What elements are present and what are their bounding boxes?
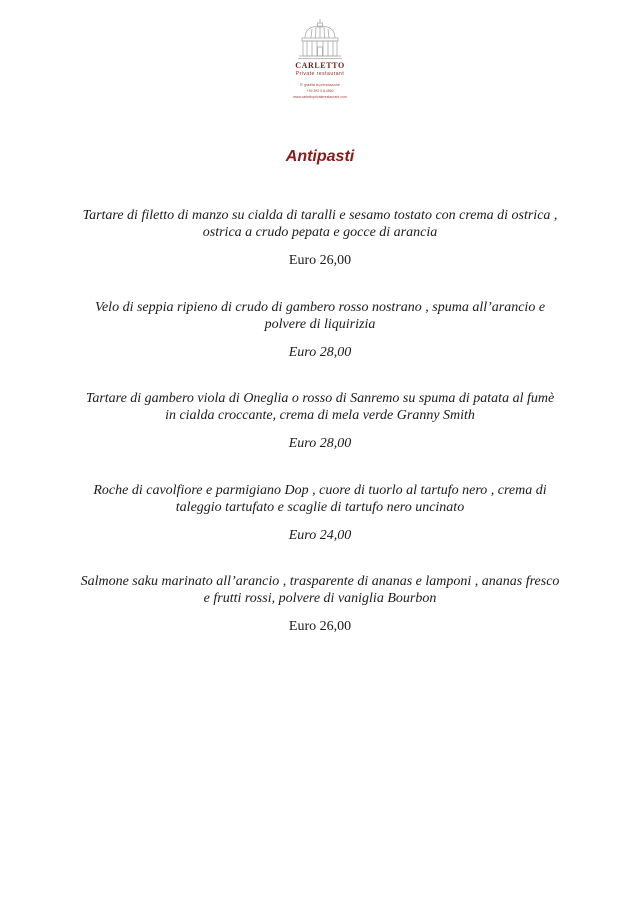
dish-price: Euro 28,00 [288,345,352,360]
menu-item [70,573,570,635]
section-title: Antipasti [285,148,355,165]
reservation-note: E' gradita la prenotazione [300,83,340,87]
phone-number: +39 392 0114560 [306,89,334,93]
dish-price: Euro 24,00 [288,528,352,543]
dish-price: Euro 26,00 [288,619,352,634]
website-link[interactable]: www.carlettoprivaterestaurant.com [293,95,347,99]
brand-name: CARLETTO [295,61,345,70]
restaurant-logo [0,18,640,100]
dish-description: Salmone saku marinato all’arancio , trasparente di ananas e lamponi , ananas fresco e frutti rossi, polvere di vaniglia Bourbon [80,574,560,606]
menu-item [70,299,570,361]
dish-description: Roche di cavolfiore e parmigiano Dop , cuore di tuorlo al tartufo nero , crema di taleggio tartufato e scaglie di tartufo nero uncinato [93,483,547,515]
dish-description: Tartare di gambero viola di Oneglia o rosso di Sanremo su spuma di patata al fumè in cialda croccante, crema di mela verde Granny Smith [85,391,555,423]
menu-item [70,207,570,269]
menu-item [70,390,570,452]
dish-description: Velo di seppia ripieno di crudo di gambero rosso nostrano , spuma all’arancio e polvere di liquirizia [94,300,546,332]
dome-building-icon [296,18,344,60]
dish-price: Euro 26,00 [288,253,352,268]
brand-subtitle: Private restaurant [295,71,345,77]
dish-description: Tartare di filetto di manzo su cialda di taralli e sesamo tostato con crema di ostrica , ostrica a crudo pepata e gocce di arancia [82,208,558,240]
dish-price: Euro 28,00 [288,436,352,451]
menu-item [70,482,570,544]
